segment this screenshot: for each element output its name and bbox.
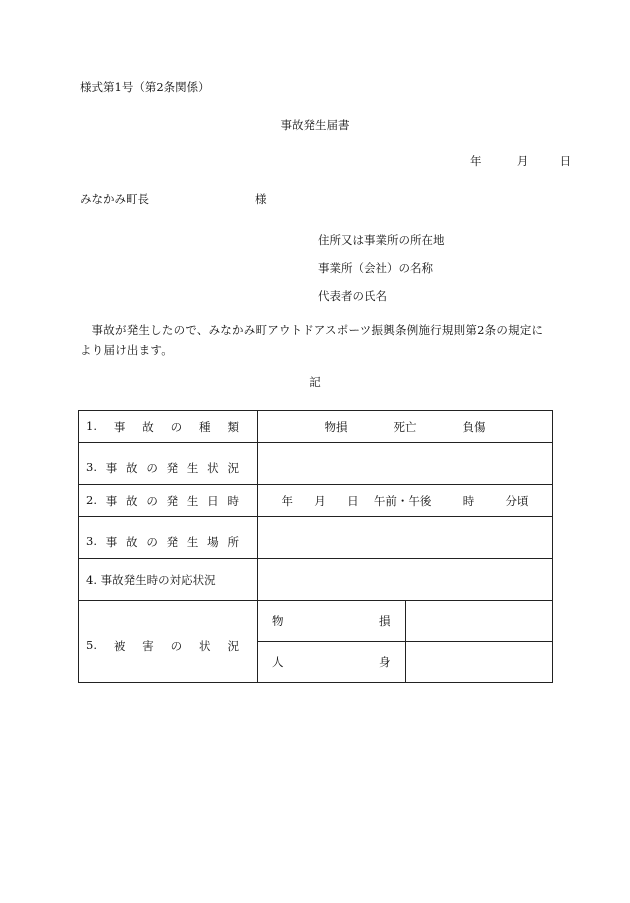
table-row	[79, 517, 553, 559]
date-day: 日	[559, 154, 572, 168]
response-status-label: 4. 事故発生時の対応状況	[79, 559, 258, 601]
accident-situation-field[interactable]	[258, 443, 553, 485]
report-table	[78, 410, 553, 683]
damage-status-label: 5. 被 害 の 状 況	[79, 601, 258, 683]
accident-location-field[interactable]	[258, 517, 553, 559]
option-death[interactable]: 死亡	[393, 419, 417, 434]
personal-injury-field[interactable]	[405, 642, 553, 683]
property-damage-field[interactable]	[405, 601, 553, 642]
accident-location-label: 3. 事 故 の 発 生 場 所	[79, 517, 258, 559]
ki-heading: 記	[309, 375, 321, 389]
document-title: 事故発生届書	[280, 118, 350, 132]
property-damage-sublabel: 物 損	[258, 601, 406, 642]
accident-type-label: 1. 事 故 の 種 類	[79, 411, 258, 443]
business-name-label: 事業所（会社）の名称	[318, 261, 433, 275]
accident-datetime-field[interactable]: 年 月 日 午前・午後 時 分頃	[258, 485, 553, 517]
accident-type-options[interactable]	[258, 411, 553, 443]
addressee: みなかみ町長	[80, 192, 149, 206]
honorific: 様	[255, 192, 267, 206]
date-year: 年	[470, 154, 482, 168]
date-line	[470, 156, 571, 168]
response-status-field[interactable]	[258, 559, 553, 601]
accident-datetime-label: 2. 事 故 の 発 生 日 時	[79, 485, 258, 517]
option-property-damage[interactable]: 物損	[324, 419, 348, 434]
table-row	[79, 559, 553, 601]
personal-injury-sublabel: 人 身	[258, 642, 406, 683]
body-text: 事故が発生したので、みなかみ町アウトドアスポーツ振興条例施行規則第2条の規定により届け出ます。	[80, 323, 544, 357]
date-month: 月	[516, 154, 529, 168]
table-row	[79, 411, 553, 443]
table-row	[79, 601, 553, 642]
option-injury[interactable]: 負傷	[462, 419, 486, 434]
accident-situation-label: 3. 事 故 の 発 生 状 況	[79, 443, 258, 485]
form-number: 様式第1号（第2条関係）	[80, 80, 210, 94]
table-row	[79, 443, 553, 485]
table-row	[79, 485, 553, 517]
representative-label: 代表者の氏名	[318, 289, 387, 303]
address-label: 住所又は事業所の所在地	[318, 233, 445, 247]
